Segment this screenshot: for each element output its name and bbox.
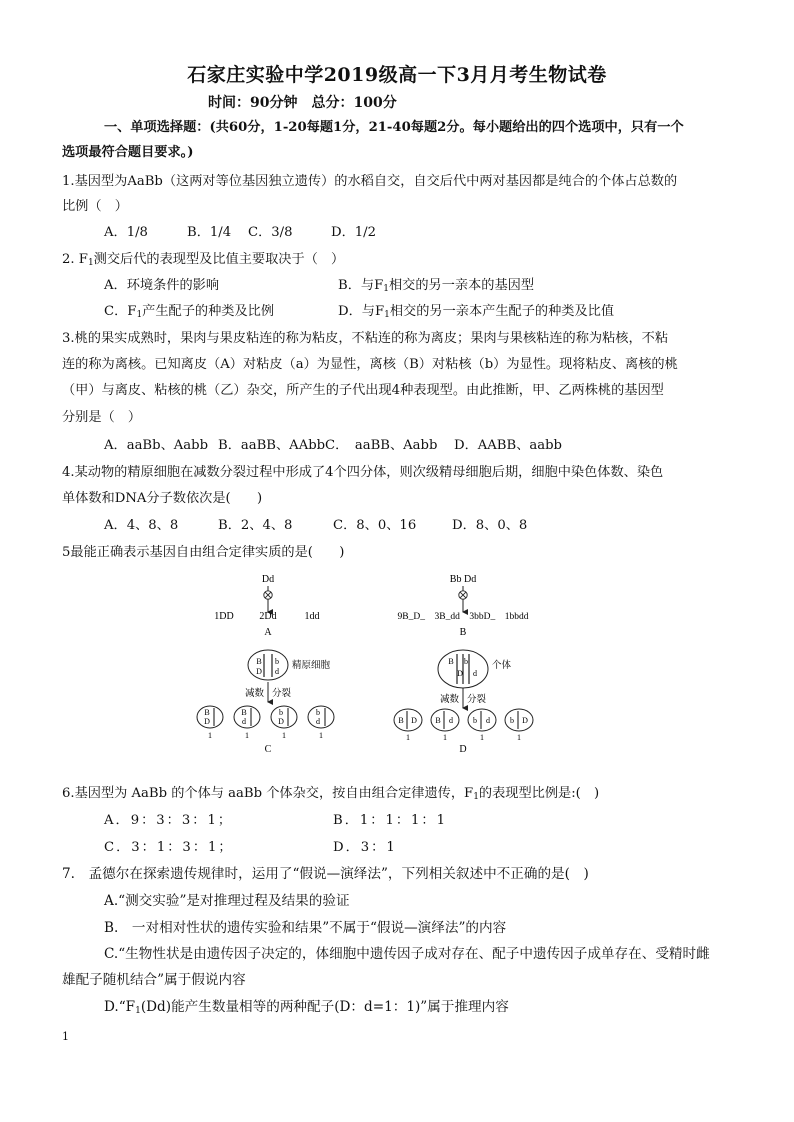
q5-figure bbox=[180, 568, 540, 758]
svg-text:B: B bbox=[241, 708, 247, 717]
q4-option-a: A．4、8、8 bbox=[104, 518, 179, 533]
fig-d-gamete-3 bbox=[468, 709, 496, 731]
svg-text:B: B bbox=[204, 708, 210, 717]
fig-d-gene-d2: d bbox=[473, 669, 477, 678]
q2-option-b: B．与$F_1$相交的另一亲本的基因型 bbox=[338, 278, 535, 294]
fig-b-offspring: 9B_D_ 3B_dd 3bbD_ 1bbdd bbox=[397, 612, 529, 622]
q2-option-c: C．$F_1$产生配子的种类及比例 bbox=[104, 304, 275, 320]
q5-stem: 5最能正确表示基因自由组合定律实质的是( ) bbox=[62, 545, 345, 560]
fig-c-gene-b2: b bbox=[275, 657, 279, 666]
fig-c-gamete-3 bbox=[271, 706, 297, 728]
fig-b-parent: Bb Dd bbox=[449, 574, 477, 585]
fig-c-count-1: 1 bbox=[208, 731, 212, 740]
svg-text:b: b bbox=[510, 716, 514, 725]
fig-c-gamete-1 bbox=[197, 706, 223, 728]
fig-d-gamete-4 bbox=[505, 709, 533, 731]
q3-stem-line1: 3.桃的果实成熟时，果肉与果皮粘连的称为粘皮，不粘连的称为离皮；果肉与果核粘连的称为粘核，不粘 bbox=[62, 331, 669, 346]
q7-option-c-line1: C.“生物性状是由遗传因子决定的，体细胞中遗传因子成对存在、配子中遗传因子成单存在、受精时雌 bbox=[104, 946, 710, 962]
q3-option-d: D．AABB、aabb bbox=[454, 438, 562, 453]
fig-a-parent: Dd bbox=[261, 574, 275, 585]
svg-text:D: D bbox=[411, 716, 417, 725]
exam-subtitle: 时间：90分钟 总分：100分 bbox=[208, 95, 397, 111]
q1-option-d: D．1/2 bbox=[331, 225, 376, 240]
svg-text:D: D bbox=[204, 717, 210, 726]
fig-c-label: C bbox=[264, 744, 272, 755]
q1-option-c: C．3/8 bbox=[248, 225, 293, 240]
fig-c-count-2: 1 bbox=[245, 731, 249, 740]
fig-c-gene-d2: d bbox=[275, 667, 279, 676]
section-heading-line1: 一、单项选择题：(共60分，1-20每题1分，21-40每题2分。每小题给出的四个选项中，只有一个 bbox=[104, 120, 684, 135]
fig-c-meiosis-label: 减数 bbox=[244, 689, 264, 699]
fig-d-gene-d1: D bbox=[457, 669, 463, 678]
q1-option-a: A．1/8 bbox=[104, 225, 148, 240]
q4-option-d: D．8、0、8 bbox=[452, 518, 528, 533]
q7-option-b: B. 一对相对性状的遗传实验和结果”不属于“假说—演绎法”的内容 bbox=[104, 920, 507, 936]
q3-stem-line2: 连的称为离核。已知离皮（A）对粘皮（a）为显性，离核（B）对粘核（b）为显性。现将粘皮、离核的桃 bbox=[62, 357, 678, 372]
q3-option-a: A．aaBb、Aabb bbox=[104, 438, 209, 453]
q7-option-a: A.“测交实验”是对推理过程及结果的验证 bbox=[104, 893, 350, 909]
fig-d-count-1: 1 bbox=[406, 733, 410, 742]
q3-option-b: B．aaBB、AAbb bbox=[218, 438, 326, 453]
fig-d-label: D bbox=[459, 744, 467, 755]
q6-option-b: B．1：1：1：1 bbox=[333, 813, 448, 828]
fig-c-gamete-2 bbox=[234, 706, 260, 728]
svg-text:b: b bbox=[279, 708, 283, 717]
q6-option-a: A．9：3：3：1； bbox=[104, 813, 234, 828]
q7-option-c-line2: 雄配子随机结合”属于假说内容 bbox=[62, 972, 246, 988]
svg-text:b: b bbox=[473, 716, 477, 725]
svg-text:d: d bbox=[486, 716, 490, 725]
q3-stem-line4: 分别是（ ） bbox=[62, 410, 142, 425]
exam-title: 石家庄实验中学2019级高一下3月月考生物试卷 bbox=[187, 64, 607, 86]
fig-c-count-4: 1 bbox=[319, 731, 323, 740]
q6-option-c: C．3：1：3：1； bbox=[104, 840, 234, 855]
q1-stem-line1: 1.基因型为AaBb（这两对等位基因独立遗传）的水稻自交，自交后代中两对基因都是纯合的个体占总数的 bbox=[62, 174, 678, 189]
svg-text:D: D bbox=[278, 717, 284, 726]
fig-c-gene-b1: B bbox=[256, 657, 262, 666]
page-number: 1 bbox=[62, 1030, 69, 1043]
fig-c-cell-label: 精原细胞 bbox=[292, 661, 331, 671]
fig-d-gene-b2: b bbox=[464, 657, 468, 666]
fig-b-cross-icon bbox=[459, 591, 467, 599]
fig-d-meiosis-label: 减数 bbox=[439, 695, 459, 705]
fig-d-gamete-2 bbox=[431, 709, 459, 731]
fig-b-label: B bbox=[459, 627, 467, 638]
svg-text:d: d bbox=[316, 717, 320, 726]
section-heading-line2: 选项最符合题目要求。) bbox=[62, 145, 194, 160]
fig-d-cell-label: 个体 bbox=[492, 661, 512, 671]
svg-text:D: D bbox=[522, 716, 528, 725]
fig-a-offspring-dd2: 2Dd bbox=[259, 611, 277, 622]
fig-d-count-2: 1 bbox=[443, 733, 447, 742]
fig-c-parent-cell bbox=[248, 650, 288, 680]
fig-d-count-3: 1 bbox=[480, 733, 484, 742]
q4-option-c: C．8、0、16 bbox=[333, 518, 417, 533]
fig-a-offspring-dd3: 1dd bbox=[304, 611, 320, 622]
fig-d-gene-b1: B bbox=[448, 657, 454, 666]
q2-stem: 2. $F_1$测交后代的表现型及比值主要取决于（ ） bbox=[62, 252, 345, 268]
q4-stem-line2: 单体数和DNA分子数依次是( ) bbox=[62, 491, 263, 506]
q7-stem: 7. 孟德尔在探索遗传规律时，运用了“假说—演绎法”，下列相关叙述中不正确的是( ) bbox=[62, 866, 589, 882]
fig-c-split-label: 分裂 bbox=[272, 689, 292, 699]
q3-option-c: C． aaBB、Aabb bbox=[325, 438, 438, 453]
fig-a-offspring-dd: 1DD bbox=[214, 611, 234, 622]
q1-stem-line2: 比例（ ） bbox=[62, 199, 128, 214]
fig-d-parent-cell bbox=[438, 650, 488, 688]
q4-option-b: B．2、4、8 bbox=[218, 518, 293, 533]
fig-c-gene-d1: D bbox=[256, 667, 262, 676]
fig-c-gamete-4 bbox=[308, 706, 334, 728]
svg-text:d: d bbox=[449, 716, 453, 725]
fig-a-label: A bbox=[264, 627, 272, 638]
svg-text:d: d bbox=[242, 717, 246, 726]
q6-stem: 6.基因型为 AaBb 的个体与 aaBb 个体杂交，按自由组合定律遗传，$F_1$的表现型比例是:( ) bbox=[62, 786, 600, 802]
q2-option-a: A．环境条件的影响 bbox=[104, 278, 220, 293]
q7-option-d: $D.“F_1(Dd)$能产生数量相等的两种配子(D：d=1：1)”属于推理内容 bbox=[104, 999, 509, 1016]
q2-option-d: D．与$F_1$相交的另一亲本产生配子的种类及比值 bbox=[338, 304, 615, 320]
q4-stem-line1: 4.某动物的精原细胞在减数分裂过程中形成了4个四分体，则次级精母细胞后期，细胞中染色体数、染色 bbox=[62, 465, 664, 480]
q3-stem-line3: （甲）与离皮、粘核的桃（乙）杂交，所产生的子代出现4种表现型。由此推断，甲、乙两株桃的基因型 bbox=[62, 383, 664, 398]
fig-d-gamete-1 bbox=[394, 709, 422, 731]
fig-d-split-label: 分裂 bbox=[467, 695, 487, 705]
svg-text:B: B bbox=[398, 716, 404, 725]
svg-text:b: b bbox=[316, 708, 320, 717]
fig-c-count-3: 1 bbox=[282, 731, 286, 740]
q6-option-d: D．3：1 bbox=[333, 840, 397, 855]
q1-option-b: B．1/4 bbox=[187, 225, 232, 240]
fig-a-cross-icon bbox=[264, 591, 272, 599]
fig-d-count-4: 1 bbox=[517, 733, 521, 742]
svg-text:B: B bbox=[435, 716, 441, 725]
